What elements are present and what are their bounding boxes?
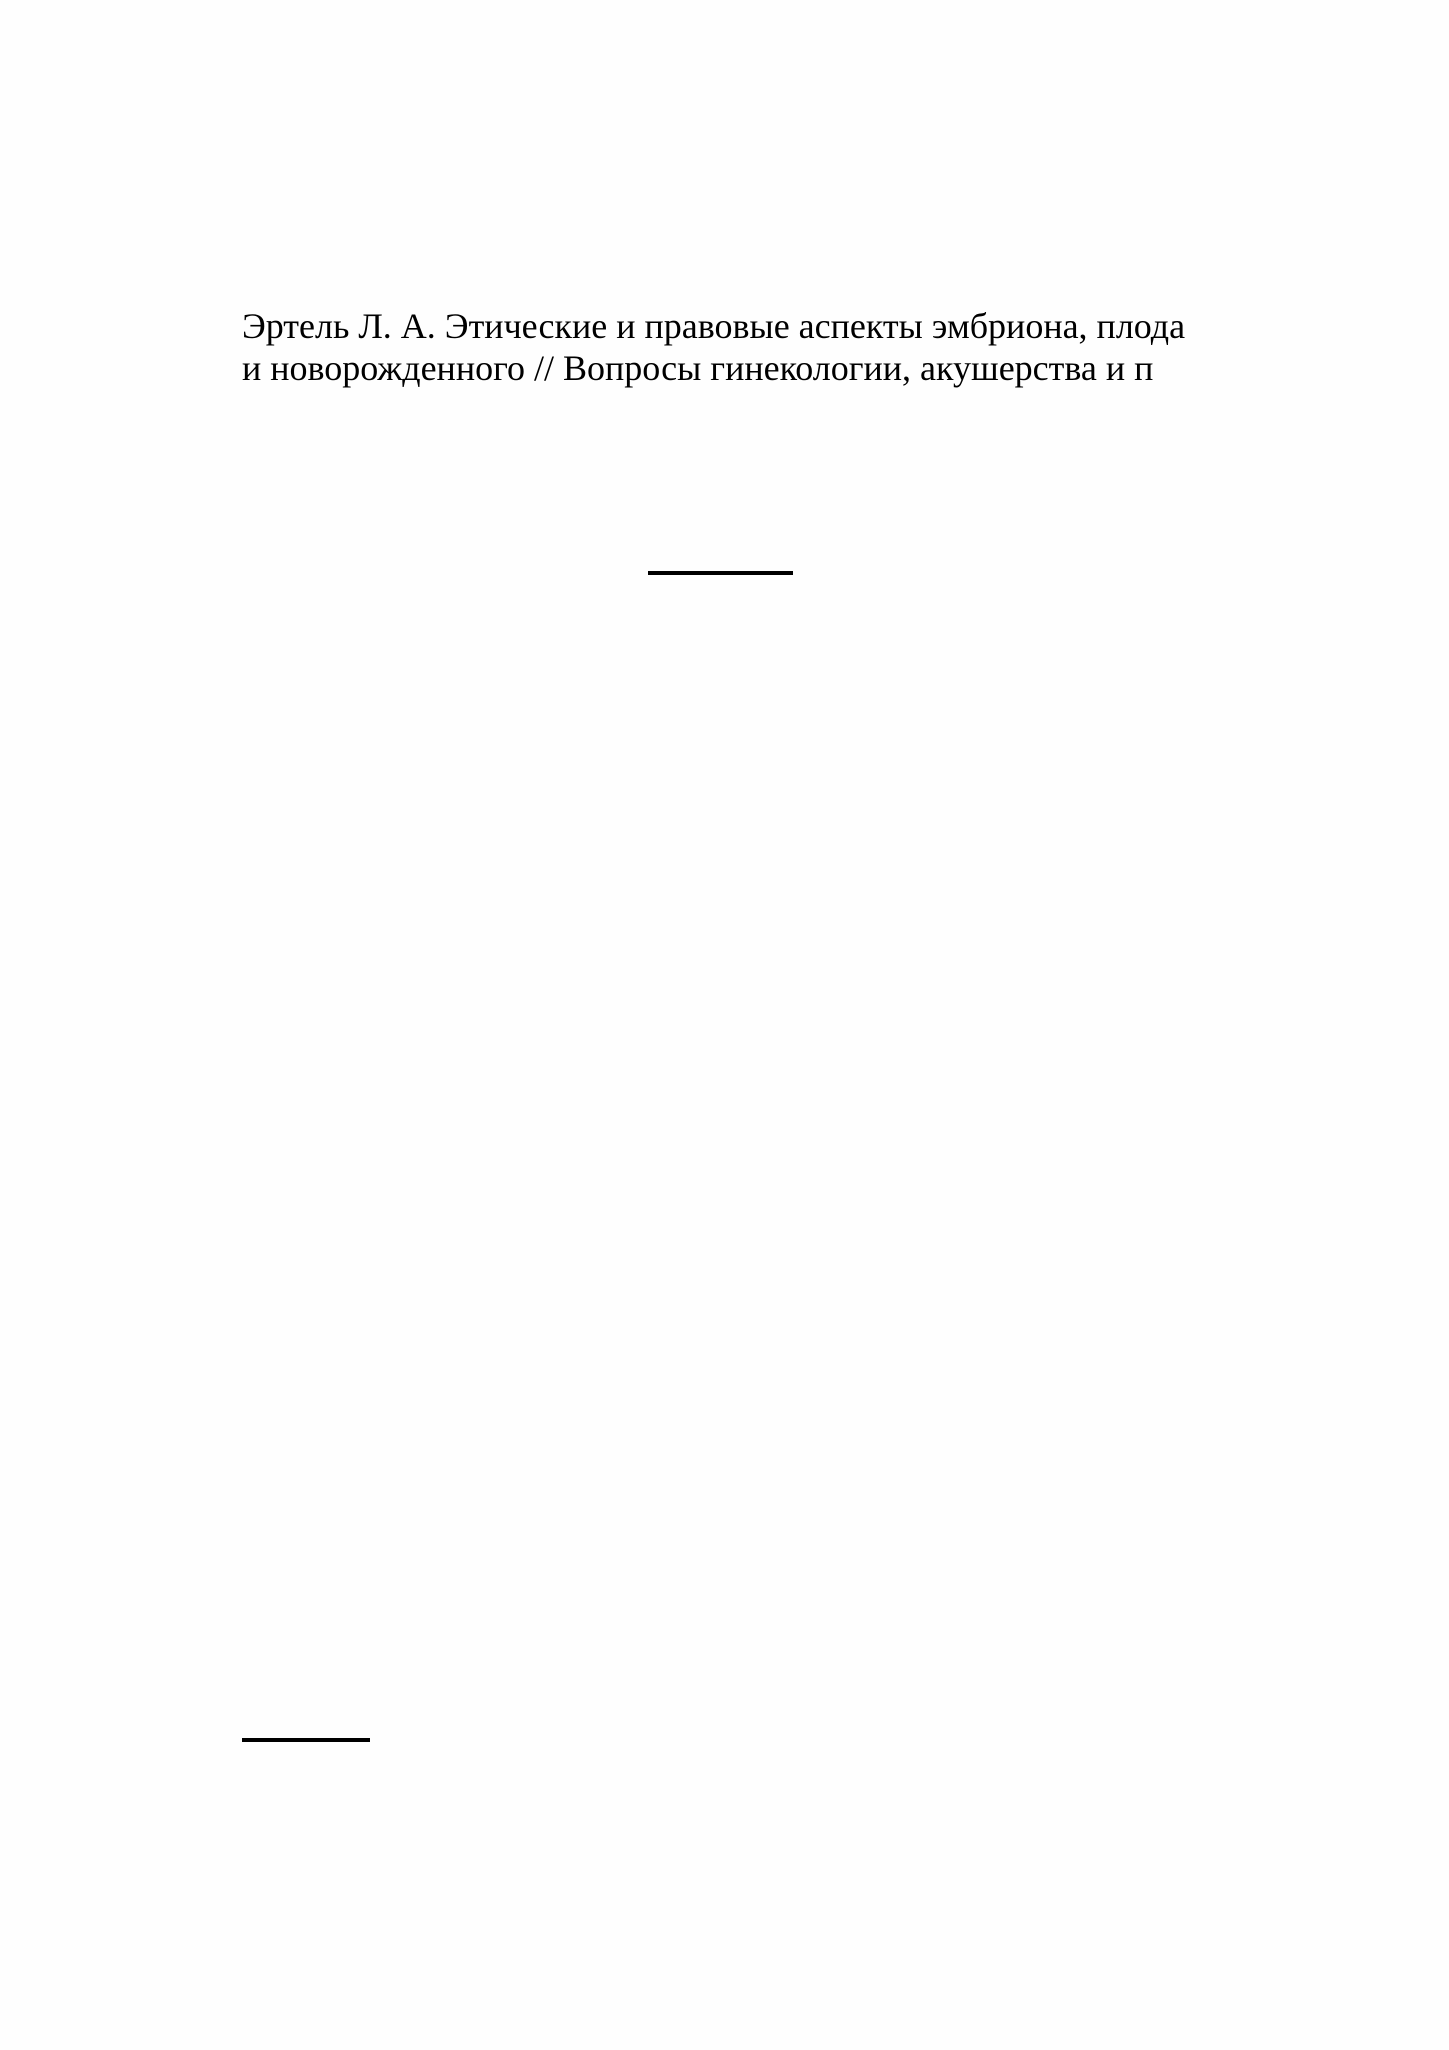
bibliographic-reference	[242, 305, 1332, 389]
reference-line-2: и новорожденного // Вопросы гинекологии, акушерства и п	[242, 348, 1154, 388]
footnote-separator	[242, 1738, 370, 1742]
reference-line-1: Эртель Л. А. Этические и правовые аспекты эмбриона, плода	[242, 306, 1186, 346]
section-divider	[648, 571, 793, 575]
